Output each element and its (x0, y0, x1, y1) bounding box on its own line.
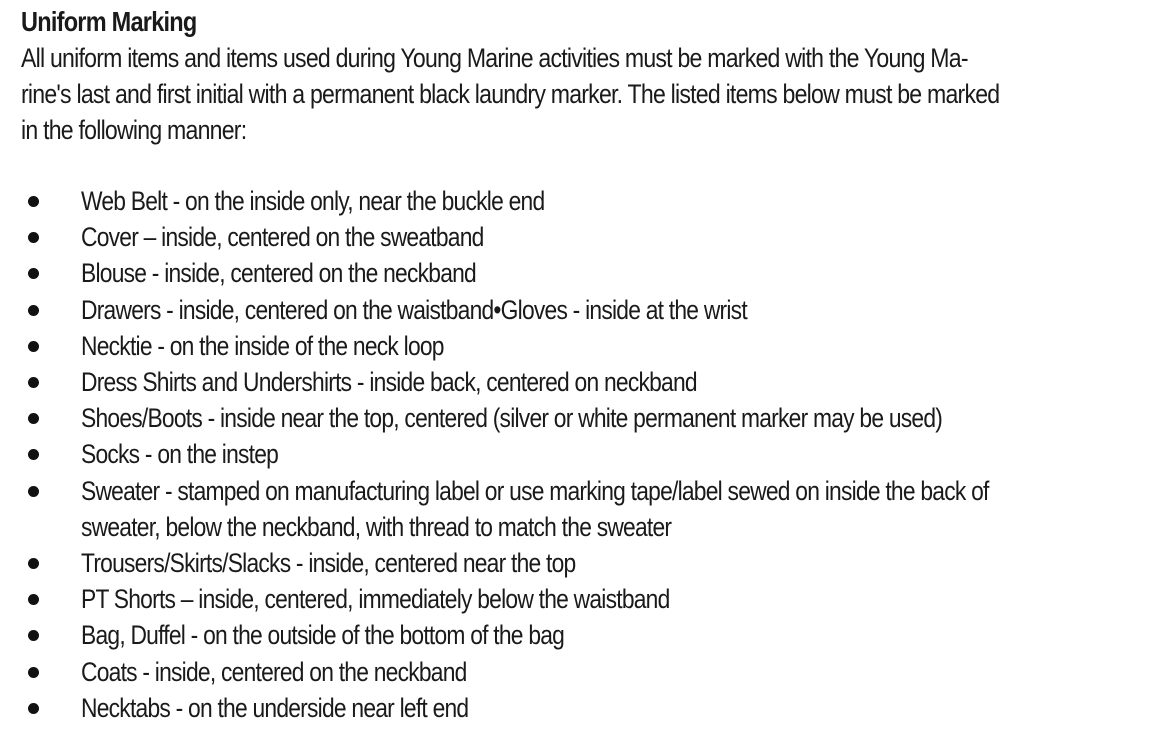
list-item (21, 654, 1132, 690)
intro-line: rine's last and first initial with a permanent black laundry marker. The listed items below must be marked (21, 79, 1000, 109)
list-item (21, 690, 1132, 726)
list-item-text: Cover – inside, centered on the sweatband (81, 222, 484, 253)
bullet-icon (28, 630, 39, 641)
intro-line: All uniform items and items used during Young Marine activities must be marked with the Young Ma- (21, 43, 968, 73)
list-item-text: Necktabs - on the underside near left end (81, 692, 469, 723)
list-item-text: Dress Shirts and Undershirts - inside back, centered on neckband (81, 367, 697, 398)
bullet-icon (28, 305, 39, 316)
list-item (21, 436, 1132, 472)
list-item-text: Web Belt - on the inside only, near the buckle end (81, 186, 545, 216)
bullet-icon (28, 341, 39, 352)
list-item (21, 581, 1132, 617)
bullet-icon (28, 594, 39, 605)
bullet-icon (28, 232, 39, 243)
list-item-text: Drawers - inside, centered on the waistband•Gloves - inside at the wrist (81, 294, 747, 325)
list-item (21, 545, 1132, 581)
list-item-text: PT Shorts – inside, centered, immediately below the waistband (81, 584, 670, 615)
marking-list (21, 183, 1132, 726)
list-item-text: Sweater - stamped on manufacturing label or use marking tape/label sewed on inside the back of sweater, below the neckband, with thread to match the sweater (81, 475, 989, 542)
list-item (21, 617, 1132, 653)
bullet-icon (28, 449, 39, 460)
bullet-icon (28, 196, 39, 207)
list-item (21, 328, 1132, 364)
list-item-text: Necktie - on the inside of the neck loop (81, 330, 444, 361)
list-item (21, 219, 1132, 255)
intro-paragraph (21, 40, 1115, 148)
list-item-text: Blouse - inside, centered on the neckband (81, 258, 476, 289)
list-item-text: Bag, Duffel - on the outside of the bottom of the bag (81, 620, 565, 651)
list-item-text: Socks - on the instep (81, 439, 279, 470)
list-item (21, 292, 1132, 328)
bullet-icon (28, 558, 39, 569)
bullet-icon (28, 268, 39, 279)
bullet-icon (28, 413, 39, 424)
bullet-icon (28, 377, 39, 388)
list-item-text: Coats - inside, centered on the neckband (81, 656, 467, 687)
bullet-icon (28, 486, 39, 497)
bullet-icon (28, 703, 39, 714)
list-item (21, 183, 1132, 219)
section-title: Uniform Marking (21, 6, 197, 37)
intro-line: in the following manner: (21, 115, 247, 145)
list-item-text: Trousers/Skirts/Slacks - inside, centered near the top (81, 548, 576, 579)
list-item (21, 473, 1132, 545)
bullet-icon (28, 667, 39, 678)
list-item (21, 400, 1132, 436)
list-item-text: Shoes/Boots - inside near the top, centered (silver or white permanent marker may be used) (81, 403, 943, 434)
list-item (21, 255, 1132, 291)
list-item (21, 364, 1132, 400)
